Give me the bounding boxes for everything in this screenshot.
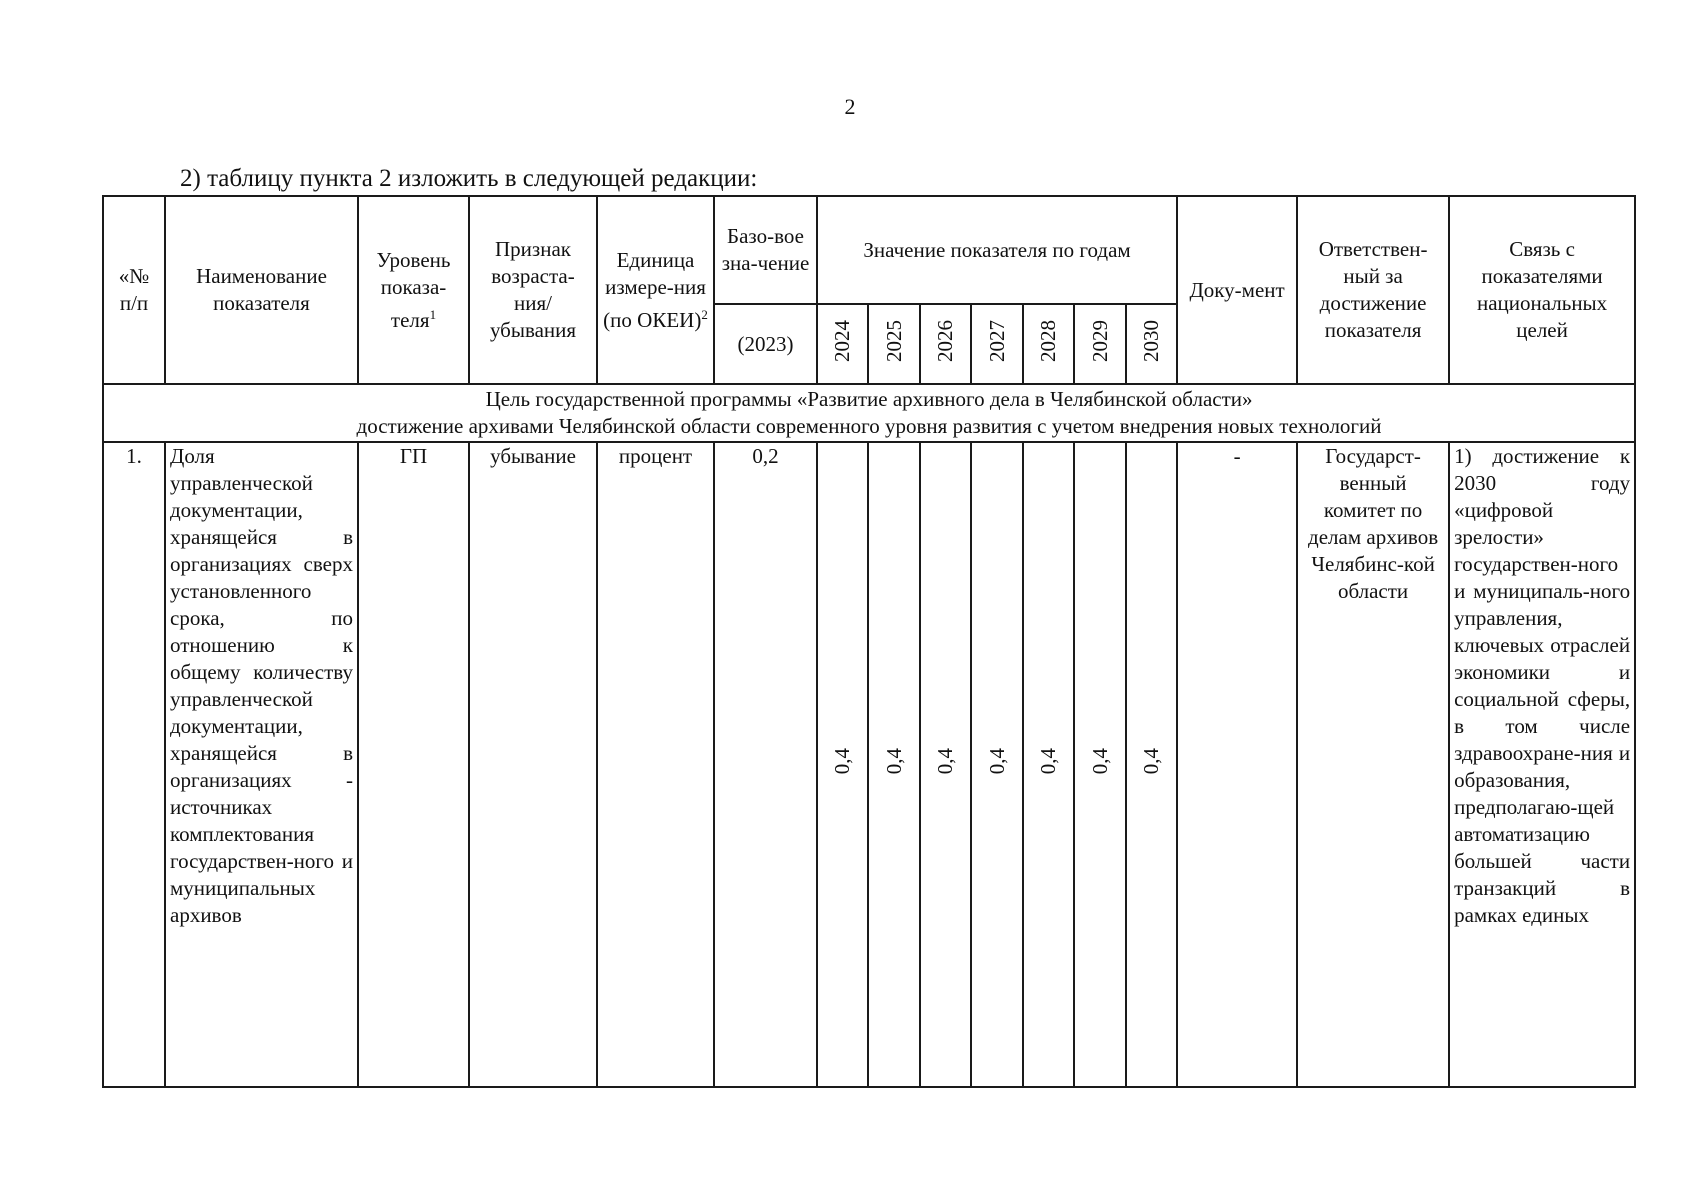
- value-label: 0,4: [1087, 747, 1112, 775]
- header-name: Наименование показателя: [165, 196, 358, 384]
- intro-text: 2) таблицу пункта 2 изложить в следующей редакции:: [180, 165, 758, 192]
- footnote-2: 2: [701, 306, 708, 322]
- row-link: 1) достижение к 2030 году «цифровой зрелости» государствен-ного и муниципаль-ного управления, ключевых отраслей экономики и социальной сферы, в том числе здравоохране-ния и образования, предполагаю-щей автоматизацию большей части транзакций в рамках единых: [1449, 442, 1635, 1087]
- value-label: 0,4: [830, 747, 854, 775]
- header-sign: Признак возраста-ния/ убывания: [469, 196, 597, 384]
- value-label: 0,4: [881, 747, 906, 775]
- value-label: 0,4: [933, 747, 957, 775]
- header-year-2026: [920, 304, 971, 384]
- header-row-1: [103, 196, 1635, 304]
- row-value-2027: [971, 442, 1023, 1087]
- goal-line-2: достижение архивами Челябинской области современного уровня развития с учетом внедрения новых технологий: [356, 414, 1382, 438]
- table-row: [103, 442, 1635, 1087]
- row-responsible: Государст-венный комитет по делам архивов Челябинс-кой области: [1297, 442, 1449, 1087]
- value-label: 0,4: [984, 747, 1009, 775]
- row-base: 0,2: [714, 442, 817, 1087]
- header-year-2024: [817, 304, 868, 384]
- header-unit: [597, 196, 714, 384]
- header-num: «№ п/п: [103, 196, 165, 384]
- row-level: ГП: [358, 442, 469, 1087]
- year-label: 2029: [1087, 319, 1112, 362]
- header-year-2028: [1023, 304, 1074, 384]
- value-label: 0,4: [1036, 747, 1060, 775]
- row-value-2028: [1023, 442, 1074, 1087]
- year-label: 2025: [881, 319, 906, 362]
- year-label: 2030: [1139, 319, 1164, 362]
- row-sign: убывание: [469, 442, 597, 1087]
- row-num: 1.: [103, 442, 165, 1087]
- year-label: 2026: [933, 319, 957, 362]
- row-name: Доля управленческой документации, хранящейся в организациях сверх установленного срока, по отношению к общему количеству управленческой документации, хранящейся в организациях - источниках комплектования государствен-ного и муниципальных архивов: [165, 442, 358, 1087]
- header-document: Доку-мент: [1177, 196, 1297, 384]
- year-label: 2028: [1036, 319, 1060, 362]
- row-value-2024: [817, 442, 868, 1087]
- page-number: 2: [844, 94, 856, 119]
- header-base: Базо-вое зна-чение: [714, 196, 817, 304]
- row-document: -: [1177, 442, 1297, 1087]
- header-year-2025: [868, 304, 920, 384]
- header-year-2027: [971, 304, 1023, 384]
- row-value-2030: [1126, 442, 1177, 1087]
- year-label: 2027: [984, 319, 1009, 362]
- header-year-2030: [1126, 304, 1177, 384]
- header-responsible: Ответствен-ный за достижение показателя: [1297, 196, 1449, 384]
- goal-cell: [103, 384, 1635, 442]
- header-level: [358, 196, 469, 384]
- row-value-2026: [920, 442, 971, 1087]
- indicators-table: [102, 195, 1636, 1088]
- row-value-2029: [1074, 442, 1126, 1087]
- footnote-1: 1: [429, 306, 437, 322]
- header-values-by-year: Значение показателя по годам: [817, 196, 1177, 304]
- row-unit: процент: [597, 442, 714, 1087]
- header-unit-text: Единица измере-ния (по ОКЕИ): [603, 247, 706, 332]
- header-year-2029: [1074, 304, 1126, 384]
- year-label: 2024: [830, 319, 854, 362]
- header-link: Связь с показателями национальных целей: [1449, 196, 1635, 384]
- header-base-year: (2023): [714, 304, 817, 384]
- header-level-text: Уровень показа-теля: [376, 247, 451, 332]
- row-value-2025: [868, 442, 920, 1087]
- goal-line-1: Цель государственной программы «Развитие архивного дела в Челябинской области»: [485, 387, 1253, 411]
- goal-row: [103, 384, 1635, 442]
- value-label: 0,4: [1139, 747, 1164, 775]
